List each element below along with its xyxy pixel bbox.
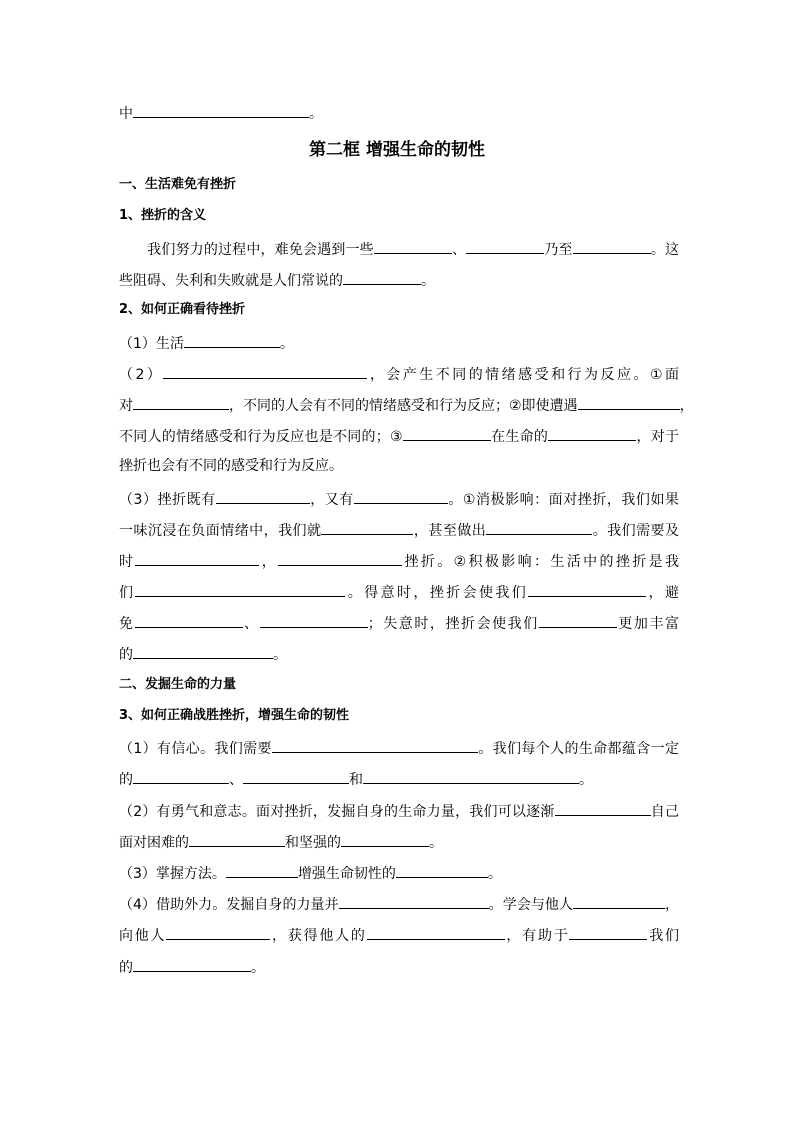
text: 对 [119,398,133,414]
text: （2）有勇气和意志。面对挫折，发掘自身的生命力量，我们可以逐渐 [119,804,555,820]
fill-blank[interactable] [578,394,680,410]
text: 。 [273,647,287,663]
paragraph-line [119,394,694,416]
text: 的 [119,647,133,663]
fill-blank[interactable] [466,238,544,254]
paragraph-line [119,800,679,822]
fill-blank[interactable] [403,425,491,441]
fill-blank[interactable] [573,893,665,909]
text: 在生命的 [490,429,549,445]
text: （3）掌握方法。 [119,866,226,882]
paragraph-line [119,862,679,884]
text: 。 [279,336,294,352]
text: ，获得他人的 [270,928,367,944]
text: 挫折。②积极影响：生活中的挫折是我 [402,554,679,570]
fill-blank[interactable] [278,550,402,566]
text: ；失意时，挫折会使我们 [367,616,539,632]
fill-blank[interactable] [528,581,646,597]
text: ，甚至做出 [413,523,487,539]
fill-blank[interactable] [339,893,489,909]
text: ，又有 [309,492,354,508]
text: 。 [579,772,593,788]
paragraph-line [119,737,679,759]
text: ， [679,398,694,414]
text: 、 [242,616,260,632]
fill-blank[interactable] [133,956,251,972]
fill-blank[interactable] [133,768,229,784]
fill-blank[interactable] [573,238,651,254]
text: （4）借助外力。发掘自身的力量并 [119,897,339,913]
text: ，不同的人会有不同的情绪感受和行为反应；②即使遭遇 [229,398,578,414]
fill-blank[interactable] [548,425,636,441]
text: 。得意时，挫折会使我们 [345,585,529,601]
text: ，会产生不同的情绪感受和行为反应。①面 [367,367,679,383]
text: 的 [119,772,133,788]
fill-blank[interactable] [226,862,298,878]
text: （3）挫折既有 [119,492,216,508]
text: ，对于 [636,429,679,445]
fill-blank[interactable] [341,831,429,847]
fill-blank[interactable] [555,800,651,816]
fill-blank[interactable] [189,831,285,847]
paragraph-line [119,768,679,790]
fill-blank[interactable] [163,363,367,379]
fill-blank[interactable] [396,862,488,878]
fill-blank[interactable] [135,612,243,628]
fill-blank[interactable] [243,768,349,784]
fill-blank[interactable] [260,612,368,628]
section-heading-2: 二、发掘生命的力量 [119,677,237,692]
text: （1）有信心。我们需要 [119,741,272,757]
text: 中 [119,106,133,122]
text: 一味沉浸在负面情绪中，我们就 [119,523,322,539]
paragraph-line [119,956,679,978]
text: 。①消极影响：面对挫折，我们如果 [447,492,679,508]
paragraph-line [119,924,679,946]
page-title: 第二框 增强生命的韧性 [309,140,485,160]
text: 和坚强的 [285,835,341,851]
text: ， [259,554,279,570]
fill-blank[interactable] [184,332,280,348]
text: 、 [229,772,243,788]
paragraph-line [119,893,679,915]
fill-blank[interactable] [374,238,452,254]
fill-blank[interactable] [272,737,478,753]
text: 。这 [650,242,680,258]
text: （1）生活 [119,336,184,352]
text: 。我们需要及 [592,523,680,539]
fill-blank[interactable] [539,612,617,628]
fill-blank[interactable] [343,269,421,285]
fill-blank[interactable] [166,924,270,940]
fill-blank[interactable] [133,643,273,659]
fill-blank[interactable] [133,394,229,410]
text: 的 [119,960,133,976]
paragraph-line [119,363,679,385]
text: 自己 [650,804,680,820]
text: 免 [119,616,135,632]
text: 。我们每个人的生命都蕴含一定 [477,741,679,757]
paragraph-line [119,550,679,572]
text: 些阻碍、失利和失败就是人们常说的 [119,273,343,289]
text: 。 [309,106,323,122]
text: 增强生命韧性的 [297,866,396,882]
line-top [119,102,679,124]
text: 乃至 [544,242,573,258]
paragraph-line [119,643,679,665]
paragraph-line: 挫折也会有不同的感受和行为反应。 [119,458,343,474]
text: 更加丰富 [616,616,680,632]
text: 不同人的情绪感受和行为反应也是不同的；③ [119,429,403,445]
fill-blank[interactable] [216,488,310,504]
question-heading-3: 3、如何正确战胜挫折，增强生命的韧性 [119,708,350,723]
section-heading-1: 一、生活难免有挫折 [119,177,237,192]
text: 。 [487,866,502,882]
text: ， [664,897,680,913]
text: 们 [119,585,136,601]
question-heading-1: 1、挫折的含义 [119,208,207,223]
paragraph-line [119,831,679,853]
text: 面对困难的 [119,835,189,851]
text: 。 [421,273,435,289]
fill-blank[interactable] [135,581,345,597]
fill-blank[interactable] [363,768,579,784]
text: ，避 [646,585,680,601]
question-heading-2: 2、如何正确看待挫折 [119,302,246,317]
text: 我们努力的过程中，难免会遇到一些 [147,242,374,258]
text: 我们 [647,928,680,944]
paragraph-line [119,269,679,291]
paragraph-line [119,612,679,634]
paragraph-line [119,581,679,603]
text: 向他人 [119,928,167,944]
paragraph-line [119,238,679,260]
fill-blank[interactable] [354,488,448,504]
paragraph-line [119,488,679,510]
text: 和 [349,772,363,788]
text: 时 [119,554,136,570]
fill-blank[interactable] [135,550,259,566]
text: （2） [119,367,164,383]
fill-blank[interactable] [367,924,505,940]
text: 。 [429,835,443,851]
paragraph-line [119,519,679,541]
fill-blank[interactable] [133,102,309,118]
fill-blank[interactable] [486,519,592,535]
paragraph-line [119,332,679,354]
text: ，有助于 [504,928,570,944]
paragraph-line [119,425,679,447]
text: 。学会与他人 [488,897,573,913]
text: 。 [251,960,265,976]
text: 、 [451,242,467,258]
fill-blank[interactable] [321,519,413,535]
fill-blank[interactable] [569,924,647,940]
